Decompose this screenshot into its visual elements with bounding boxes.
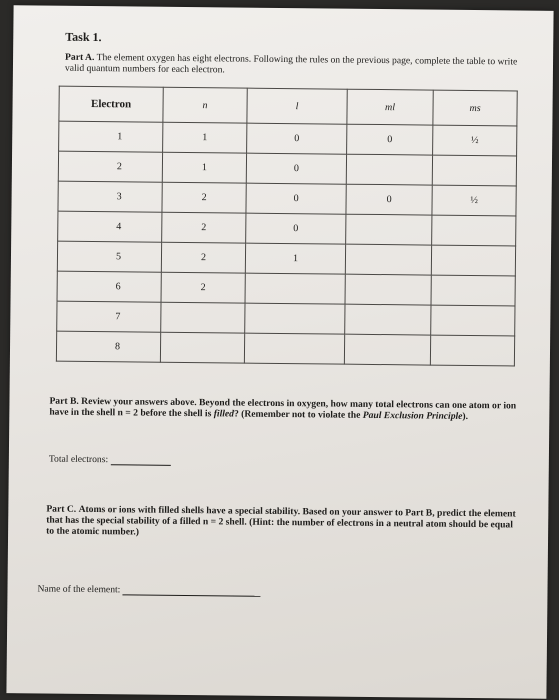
cell-n[interactable]: 2 [161, 242, 245, 273]
part-a-label: Part A. [65, 51, 95, 64]
total-electrons-label: Total electrons: [48, 453, 109, 466]
cell-l[interactable]: 0 [246, 153, 346, 184]
part-c-text: Atoms or ions with filled shells have a special stability. Based on your answer to Part B, predict the element that has the special stability of a filled n = 2 shell. (Hint: the number of electrons in a neutral atom should be equal to the atomic number.) [46, 503, 516, 538]
header-electron: Electron [59, 86, 163, 122]
table-row [57, 271, 515, 306]
table-row [58, 151, 516, 186]
cell-electron: 4 [58, 211, 162, 242]
part-b-question [49, 396, 519, 423]
total-electrons-answer-line[interactable] [110, 454, 170, 466]
cell-ml[interactable] [345, 304, 431, 335]
total-electrons-row [49, 454, 171, 466]
element-name-answer-line[interactable] [123, 584, 261, 596]
element-name-row [37, 583, 260, 596]
cell-ms[interactable] [431, 245, 515, 276]
cell-ml[interactable] [345, 244, 431, 275]
cell-electron: 5 [57, 241, 161, 272]
cell-n[interactable]: 2 [162, 212, 246, 243]
cell-ms[interactable] [430, 335, 514, 366]
cell-n[interactable] [160, 332, 244, 363]
table-row [56, 331, 514, 366]
worksheet-page [6, 5, 553, 699]
cell-electron: 6 [57, 271, 161, 302]
element-name-label: Name of the element: [37, 583, 121, 596]
cell-l[interactable] [245, 303, 345, 334]
table-row [57, 241, 515, 276]
table-row [58, 211, 516, 246]
cell-ms[interactable] [431, 275, 515, 306]
cell-ms[interactable] [431, 305, 515, 336]
cell-l[interactable]: 1 [245, 243, 345, 274]
cell-ml[interactable] [346, 214, 432, 245]
cell-electron: 8 [56, 331, 160, 362]
part-b-text-after: ? (Remember not to violate the [233, 408, 363, 421]
table-row [59, 121, 517, 156]
cell-ml[interactable] [345, 274, 431, 305]
cell-l[interactable]: 0 [246, 183, 346, 214]
part-b-closing: ). [462, 410, 469, 422]
cell-l[interactable] [244, 333, 344, 364]
cell-ms[interactable]: ½ [433, 125, 517, 156]
header-ms: ms [433, 90, 517, 126]
part-b-text-before: Review your answers above. Beyond the electrons in oxygen, how many total electrons can one atom or ion have in the shell n = 2 before the shell is [49, 395, 517, 420]
cell-n[interactable]: 1 [162, 152, 246, 183]
header-n: n [163, 87, 247, 123]
cell-ml[interactable]: 0 [346, 184, 432, 215]
cell-n[interactable]: 1 [163, 122, 247, 153]
task-title: Task 1. [65, 29, 102, 45]
part-c-question [46, 504, 518, 542]
cell-n[interactable] [161, 302, 245, 333]
cell-n[interactable]: 2 [162, 182, 246, 213]
header-ml: ml [347, 89, 433, 125]
cell-electron: 3 [58, 181, 162, 212]
part-b-label: Part B. [49, 395, 79, 407]
cell-ml[interactable] [344, 334, 430, 365]
cell-n[interactable]: 2 [161, 272, 245, 303]
cell-l[interactable]: 0 [247, 123, 347, 154]
cell-ms[interactable] [432, 155, 516, 186]
cell-ml[interactable] [346, 154, 432, 185]
part-a-text: The element oxygen has eight electrons. Following the rules on the previous page, complete the table to write valid quantum numbers for each electron. [64, 52, 518, 76]
table-row [57, 301, 515, 336]
cell-ms[interactable]: ½ [432, 185, 516, 216]
table-header-row [59, 86, 517, 126]
table-row [58, 181, 516, 216]
header-l: l [247, 88, 347, 124]
cell-electron: 7 [57, 301, 161, 332]
part-b-principle: Paul Exclusion Principle [362, 409, 463, 422]
cell-l[interactable]: 0 [246, 213, 346, 244]
part-a-instructions [65, 52, 525, 79]
cell-ml[interactable]: 0 [347, 124, 433, 155]
cell-l[interactable] [245, 273, 345, 304]
cell-electron: 1 [59, 121, 163, 152]
part-b-filled-word: filled [213, 408, 235, 420]
quantum-numbers-table [56, 86, 518, 367]
part-c-label: Part C. [46, 503, 77, 515]
cell-ms[interactable] [432, 215, 516, 246]
cell-electron: 2 [58, 151, 162, 182]
